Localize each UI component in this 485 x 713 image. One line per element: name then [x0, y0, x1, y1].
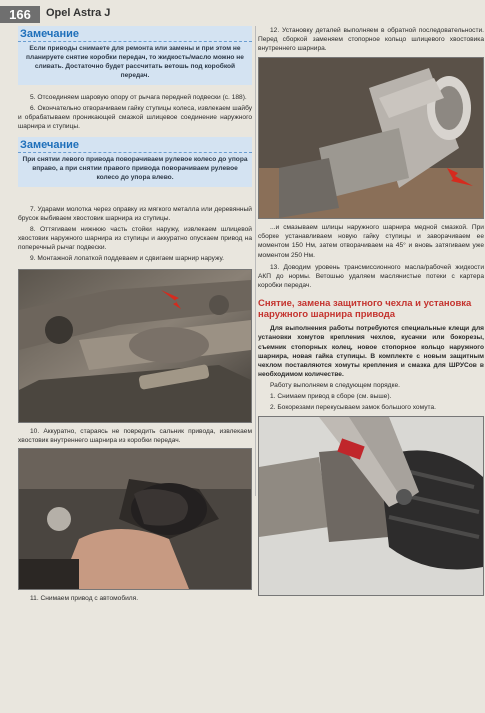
tools-intro: Для выполнения работы потребуются специальные клещи для установки хомутов крепления чехлов, кусачки или бокорезы, съемник стопорных колец, новое стопорное кольцо наружного шарнира, новая гайка ступицы. В комплекте с новым защитным чехлом поставляются хомуты крепления и смазка для ШРУСов в необходимом количестве. [258, 325, 484, 378]
step-6: 6. Окончательно отворачиваем гайку ступицы колеса, извлекаем шайбу и обрабатываем проникающей смазкой шлицевое соединение наружного шарнира и ступицы. [18, 104, 252, 130]
red-arrow-icon [445, 166, 475, 190]
step-13: 13. Доводим уровень трансмиссионного масла/рабочей жидкости АКП до нормы. Ветошью удаляем маслянистые потеки с картера коробки передач. [258, 263, 484, 289]
step-1: 1. Снимаем привод в сборе (см. выше). [270, 393, 392, 400]
step-9: 9. Монтажной лопаткой поддеваем и сдвигаем шарнир наружу. [30, 255, 224, 263]
photo-splined-shaft [258, 57, 484, 219]
step-5: 5. Отсоединяем шаровую опору от рычага передней подвески (с. 188). [30, 93, 247, 101]
step-11: 11. Снимаем привод с автомобиля. [30, 595, 139, 603]
work-order: Работу выполняем в следующем порядке. [270, 381, 400, 389]
step-7: 7. Ударами молотка через оправку из мягкого металла или деревянный брусок выбиваем хвостовик шарнира из ступицы. [18, 205, 252, 222]
caption-lubricate: ...и смазываем шлицы наружного шарнира медной смазкой. При сборке устанавливаем новую гайку ступицы и заворачиваем ее моментом 150 Нм, затем отворачиваем на 45° и вновь затягиваем уже моментом 250 Нм. [258, 224, 484, 259]
photo-cutting-clamp [258, 416, 484, 596]
book-title: Opel Astra J [46, 7, 111, 19]
red-arrow-icon [159, 288, 183, 310]
note-title: Замечание [18, 137, 252, 153]
note-box-2 [18, 137, 252, 187]
left-column [18, 26, 252, 606]
column-divider [255, 26, 256, 496]
note-text: Если приводы снимаете для ремонта или замены и при этом не планируете снятие коробки передач, то жидкость/масло можно не сливать. Достаточно будет рассчитать ветошь под коробкой передач. [26, 45, 244, 79]
photo-underbody [18, 269, 252, 423]
note-box-1 [18, 26, 252, 85]
note-text: При снятии левого привода поворачиваем рулевое колесо до упора вправо, а при снятии правого привода поворачиваем рулевое колесо до упора влево. [22, 155, 248, 181]
step-2: 2. Бокорезами перекусываем замок большого хомута. [270, 404, 436, 412]
step-10: 10. Аккуратно, стараясь не повредить сальник привода, извлекаем хвостовик внутреннего шарнира из коробки передач. [18, 428, 252, 445]
right-column [258, 26, 484, 596]
step-12: 12. Установку деталей выполняем в обратной последовательности. Перед сборкой заменяем стопорное кольцо шлицевого хвостовика внутреннего шарнира. [258, 27, 484, 53]
step-8: 8. Оттягиваем нижнюю часть стойки наружу, извлекаем шлицевой хвостовик наружного шарнира из ступицы и аккуратно опускаем привод на поперечный рычаг подвески. [18, 225, 252, 251]
page-number: 166 [0, 6, 40, 23]
photo-drive-removal [18, 448, 252, 590]
note-title: Замечание [18, 26, 252, 42]
section-title: Снятие, замена защитного чехла и установка наружного шарнира привода [258, 297, 472, 321]
